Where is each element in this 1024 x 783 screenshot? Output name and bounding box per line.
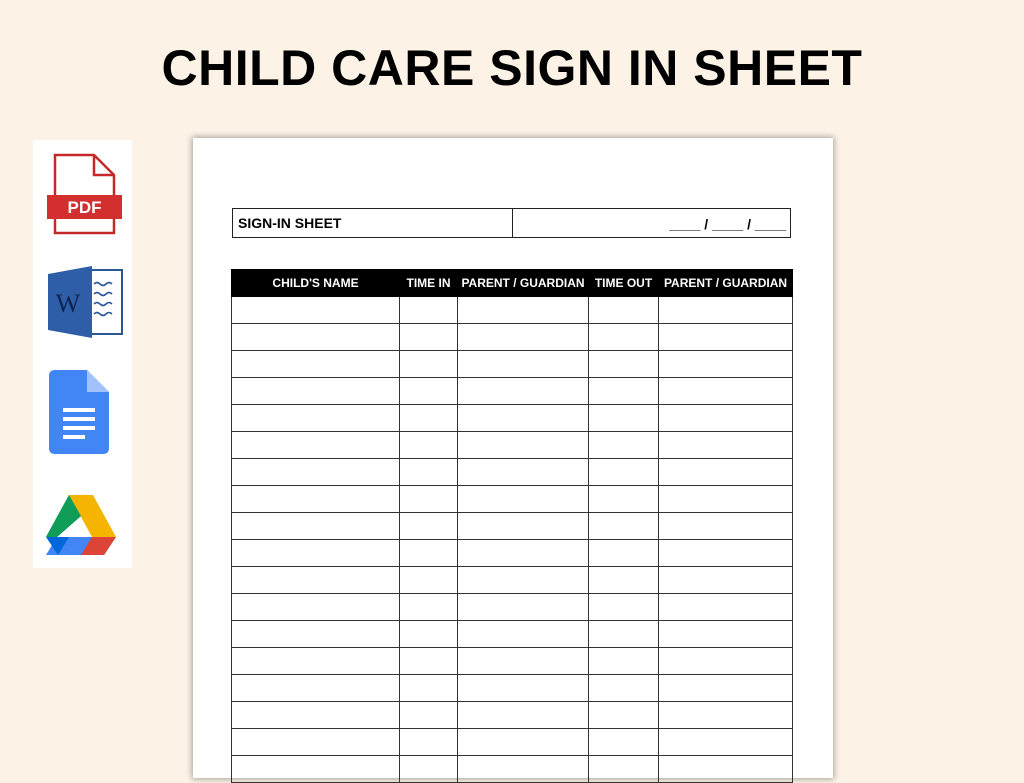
table-cell[interactable]: [232, 648, 400, 675]
table-cell[interactable]: [659, 594, 793, 621]
table-cell[interactable]: [232, 594, 400, 621]
table-cell[interactable]: [400, 405, 458, 432]
table-cell[interactable]: [400, 675, 458, 702]
table-cell[interactable]: [589, 486, 659, 513]
table-row: [232, 567, 793, 594]
table-cell[interactable]: [458, 729, 589, 756]
table-cell[interactable]: [232, 324, 400, 351]
table-cell[interactable]: [659, 729, 793, 756]
table-cell[interactable]: [659, 324, 793, 351]
table-cell[interactable]: [659, 432, 793, 459]
table-cell[interactable]: [659, 405, 793, 432]
date-blank: ____ / ____ / ____: [669, 216, 786, 232]
sign-in-sheet-page: [193, 138, 833, 778]
table-row: [232, 729, 793, 756]
table-cell[interactable]: [589, 459, 659, 486]
table-cell[interactable]: [589, 702, 659, 729]
table-cell[interactable]: [232, 486, 400, 513]
column-header-time-out: TIME OUT: [589, 270, 659, 297]
table-cell[interactable]: [400, 621, 458, 648]
table-cell[interactable]: [458, 756, 589, 783]
table-cell[interactable]: [232, 675, 400, 702]
table-cell[interactable]: [589, 378, 659, 405]
table-cell[interactable]: [232, 297, 400, 324]
table-cell[interactable]: [232, 405, 400, 432]
table-cell[interactable]: [458, 351, 589, 378]
table-cell[interactable]: [659, 675, 793, 702]
table-row: [232, 351, 793, 378]
google-docs-icon: [49, 368, 111, 456]
table-cell[interactable]: [589, 729, 659, 756]
table-cell[interactable]: [589, 540, 659, 567]
word-icon-label: W: [55, 289, 81, 318]
sheet-header: [232, 208, 791, 238]
table-cell[interactable]: [659, 648, 793, 675]
table-cell[interactable]: [400, 648, 458, 675]
table-cell[interactable]: [400, 702, 458, 729]
table-cell[interactable]: [589, 351, 659, 378]
table-cell[interactable]: [400, 459, 458, 486]
table-cell[interactable]: [659, 621, 793, 648]
pdf-icon: [46, 153, 124, 235]
table-row: [232, 594, 793, 621]
table-cell[interactable]: [659, 486, 793, 513]
table-cell[interactable]: [589, 324, 659, 351]
table-row: [232, 297, 793, 324]
table-cell[interactable]: [589, 432, 659, 459]
table-cell[interactable]: [458, 486, 589, 513]
column-header-parent-guardian-in: PARENT / GUARDIAN: [458, 270, 589, 297]
table-cell[interactable]: [400, 324, 458, 351]
table-cell[interactable]: [232, 621, 400, 648]
table-row: [232, 513, 793, 540]
table-cell[interactable]: [400, 513, 458, 540]
sign-in-table: [231, 269, 793, 783]
google-drive-icon: [46, 493, 116, 557]
table-cell[interactable]: [400, 351, 458, 378]
table-cell[interactable]: [589, 297, 659, 324]
table-cell[interactable]: [589, 513, 659, 540]
column-header-time-in: TIME IN: [400, 270, 458, 297]
table-cell[interactable]: [659, 702, 793, 729]
table-cell[interactable]: [659, 540, 793, 567]
table-row: [232, 324, 793, 351]
table-cell[interactable]: [659, 297, 793, 324]
table-cell[interactable]: [458, 540, 589, 567]
table-cell[interactable]: [232, 540, 400, 567]
table-cell[interactable]: [232, 729, 400, 756]
table-cell[interactable]: [589, 567, 659, 594]
table-cell[interactable]: [232, 756, 400, 783]
table-cell[interactable]: [400, 756, 458, 783]
table-cell[interactable]: [400, 486, 458, 513]
table-row: [232, 621, 793, 648]
table-row: [232, 648, 793, 675]
table-cell[interactable]: [232, 432, 400, 459]
table-cell[interactable]: [458, 324, 589, 351]
table-cell[interactable]: [589, 675, 659, 702]
table-cell[interactable]: [400, 378, 458, 405]
table-cell[interactable]: [458, 378, 589, 405]
table-cell[interactable]: [659, 351, 793, 378]
table-cell[interactable]: [458, 297, 589, 324]
table-cell[interactable]: [589, 405, 659, 432]
table-cell[interactable]: [458, 567, 589, 594]
table-row: [232, 405, 793, 432]
table-row: [232, 675, 793, 702]
table-cell[interactable]: [659, 513, 793, 540]
table-row: [232, 459, 793, 486]
table-cell[interactable]: [400, 297, 458, 324]
table-cell[interactable]: [400, 729, 458, 756]
table-row: [232, 486, 793, 513]
table-cell[interactable]: [659, 567, 793, 594]
table-cell[interactable]: [232, 567, 400, 594]
table-cell[interactable]: [589, 594, 659, 621]
table-cell[interactable]: [659, 378, 793, 405]
column-header-parent-guardian-out: PARENT / GUARDIAN: [659, 270, 793, 297]
table-cell[interactable]: [232, 459, 400, 486]
table-cell[interactable]: [458, 675, 589, 702]
table-cell[interactable]: [589, 756, 659, 783]
table-cell[interactable]: [400, 594, 458, 621]
table-cell[interactable]: [589, 648, 659, 675]
table-row: [232, 756, 793, 783]
file-format-icons: [33, 140, 132, 568]
table-header-row: [232, 270, 793, 297]
table-cell[interactable]: [458, 459, 589, 486]
pdf-icon-label: PDF: [67, 198, 102, 217]
table-cell[interactable]: [659, 459, 793, 486]
table-cell[interactable]: [400, 540, 458, 567]
table-row: [232, 378, 793, 405]
table-cell[interactable]: [659, 756, 793, 783]
table-cell[interactable]: [232, 513, 400, 540]
table-cell[interactable]: [458, 513, 589, 540]
table-row: [232, 432, 793, 459]
table-cell[interactable]: [458, 594, 589, 621]
table-body: [232, 297, 793, 783]
column-header-childs-name: CHILD'S NAME: [232, 270, 400, 297]
table-cell[interactable]: [458, 702, 589, 729]
word-icon: [46, 264, 124, 340]
table-cell[interactable]: [458, 648, 589, 675]
table-row: [232, 702, 793, 729]
table-cell[interactable]: [232, 351, 400, 378]
table-cell[interactable]: [232, 702, 400, 729]
table-cell[interactable]: [458, 621, 589, 648]
page-title: CHILD CARE SIGN IN SHEET: [161, 40, 863, 96]
table-cell[interactable]: [458, 432, 589, 459]
table-cell[interactable]: [458, 405, 589, 432]
table-row: [232, 540, 793, 567]
table-cell[interactable]: [400, 567, 458, 594]
table-cell[interactable]: [589, 621, 659, 648]
table-cell[interactable]: [400, 432, 458, 459]
sheet-header-label: SIGN-IN SHEET: [233, 209, 513, 237]
table-cell[interactable]: [232, 378, 400, 405]
